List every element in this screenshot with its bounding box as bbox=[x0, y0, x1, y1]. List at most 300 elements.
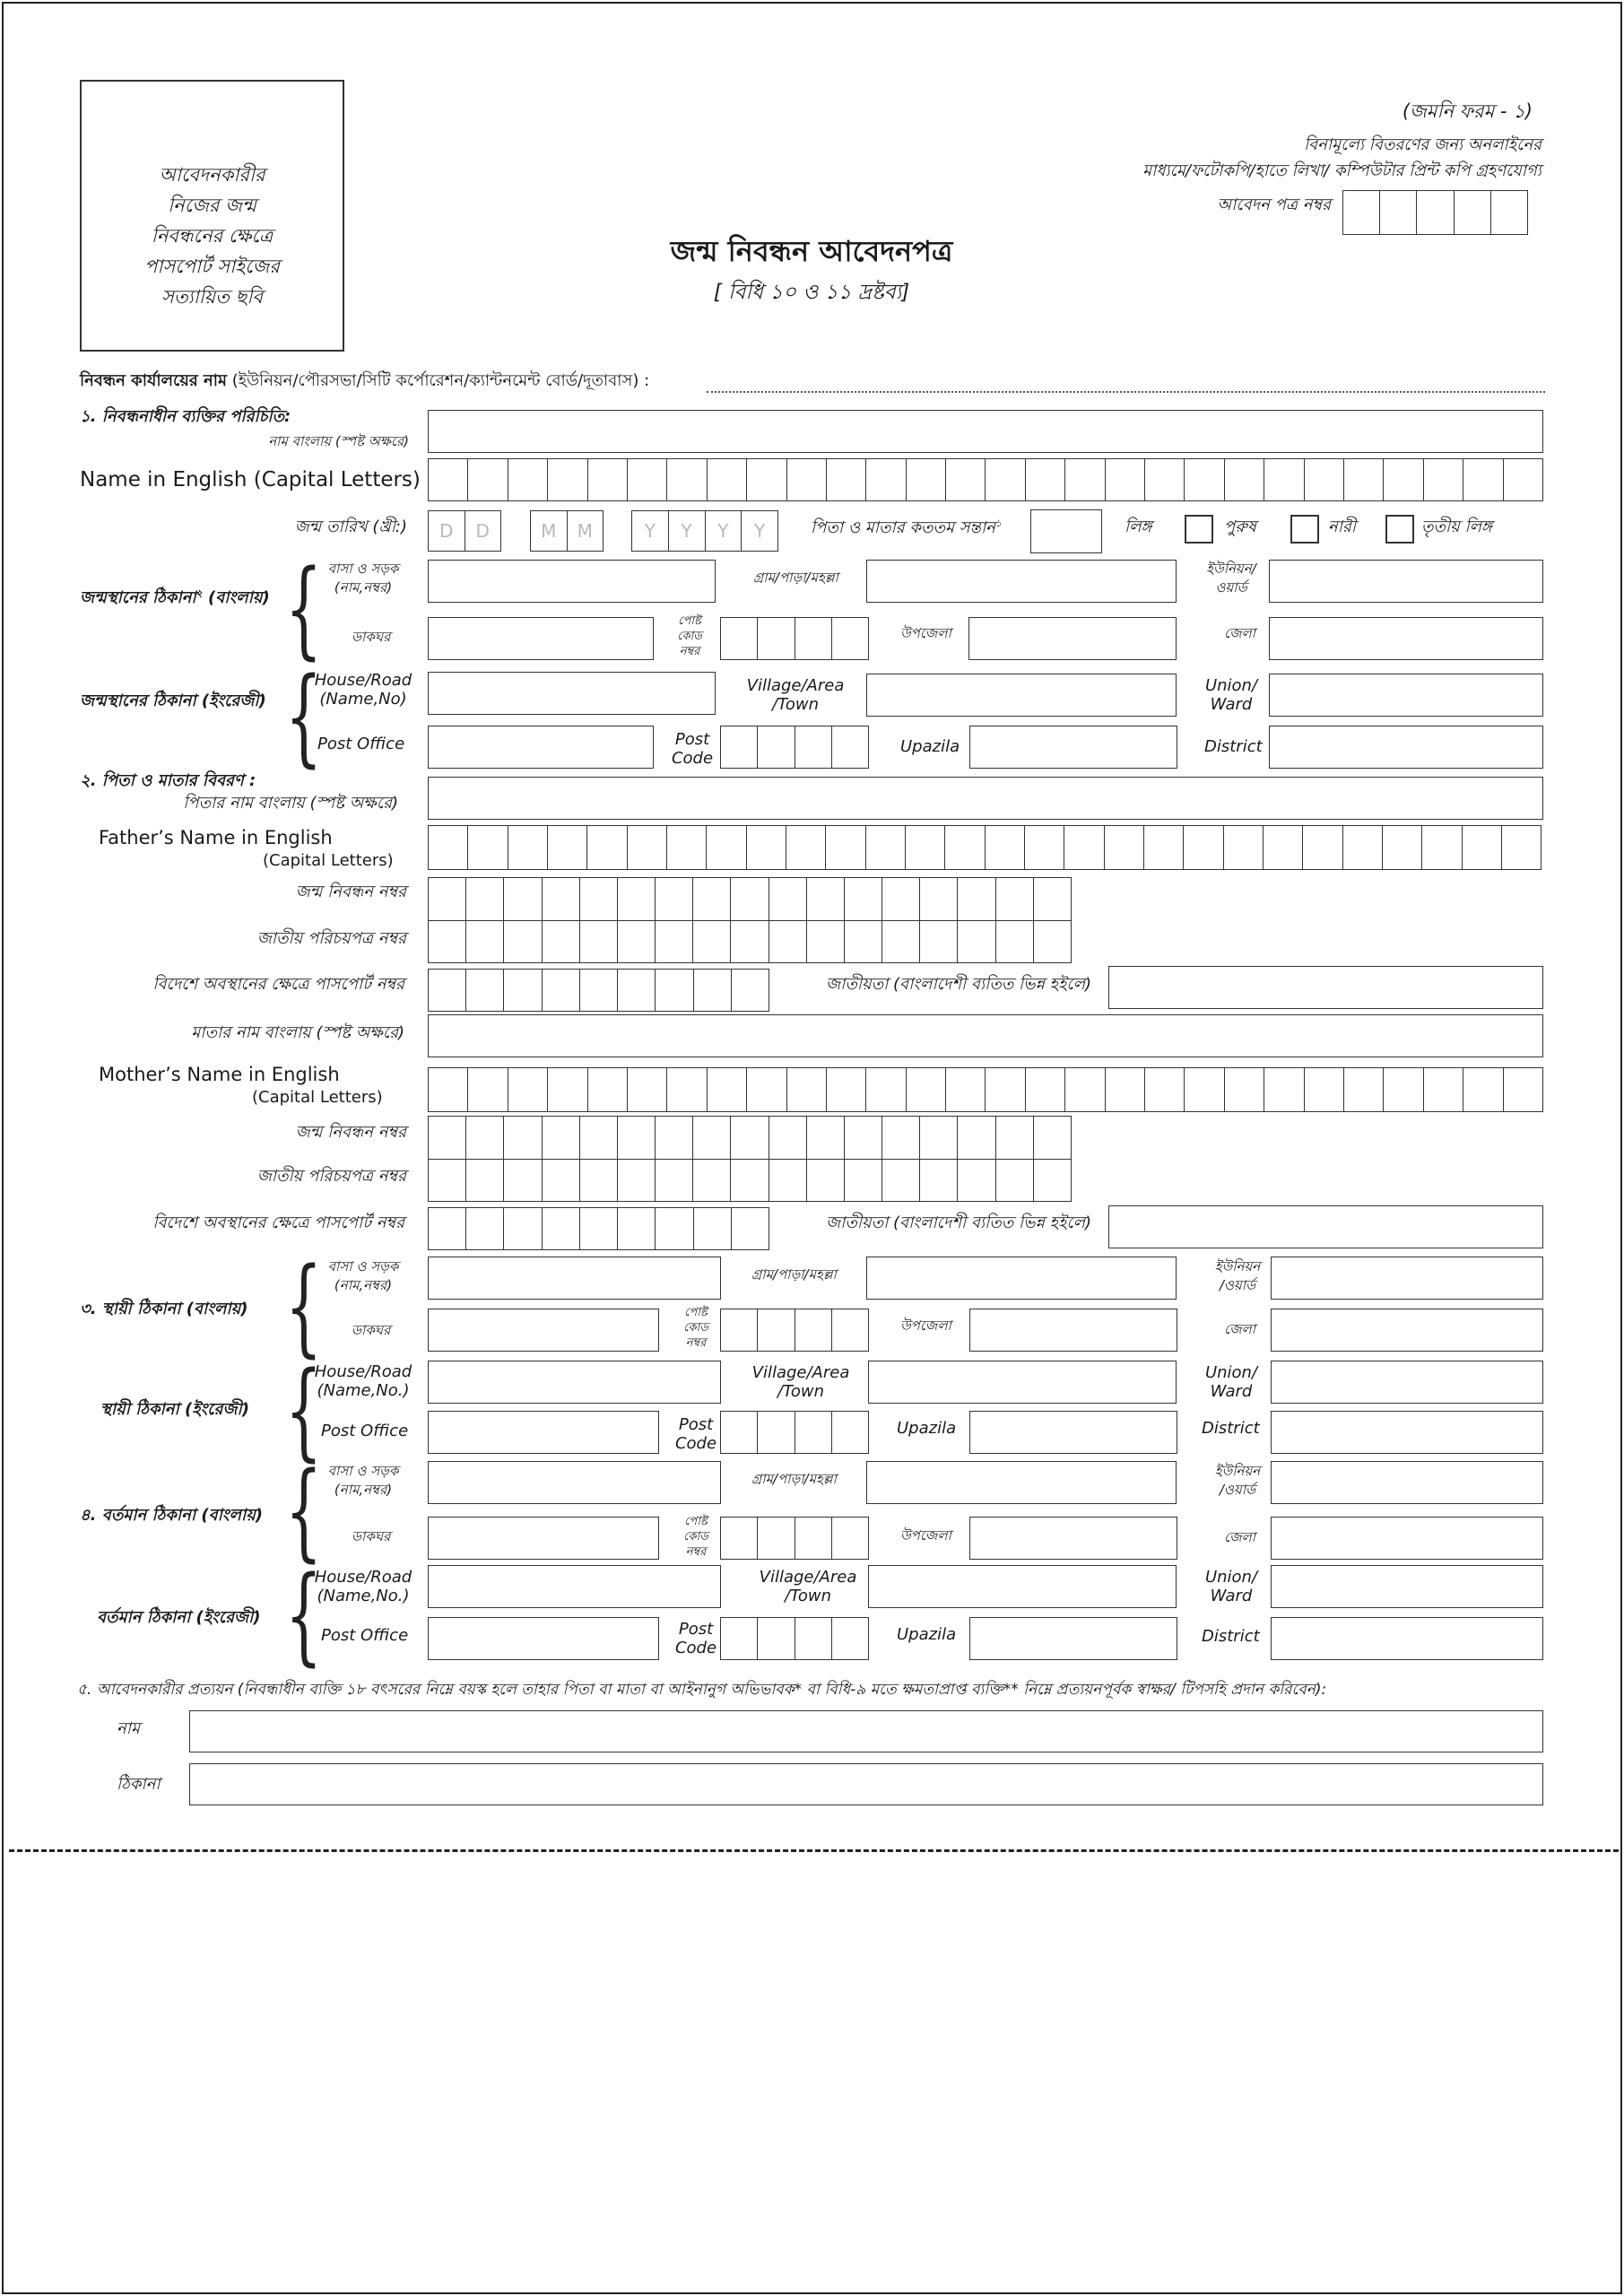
letter-cell[interactable] bbox=[468, 826, 508, 869]
code-cell[interactable] bbox=[758, 1309, 795, 1351]
digit-cell[interactable] bbox=[996, 1160, 1034, 1202]
digit-cell[interactable] bbox=[618, 878, 656, 920]
name-bangla-label: নাম বাংলায় (স্পষ্ট অক্ষরে) bbox=[268, 433, 409, 449]
house-road-bn-input[interactable] bbox=[428, 560, 716, 603]
code-cell[interactable] bbox=[721, 1518, 758, 1559]
label-line: /Town bbox=[772, 695, 819, 714]
letter-cell[interactable] bbox=[548, 826, 587, 869]
pres-union-en-input[interactable] bbox=[1271, 1565, 1543, 1608]
passport-cell[interactable] bbox=[504, 970, 542, 1011]
digit-cell[interactable] bbox=[882, 921, 920, 963]
perm-union-bn-input[interactable] bbox=[1271, 1257, 1543, 1300]
letter-cell[interactable] bbox=[1185, 459, 1224, 500]
digit-cell[interactable] bbox=[1455, 191, 1491, 234]
digit-cell[interactable] bbox=[504, 1160, 542, 1202]
passport-cell[interactable] bbox=[429, 970, 466, 1011]
application-number-label: আবেদন পত্র নম্বর bbox=[1217, 196, 1331, 214]
code-cell[interactable] bbox=[758, 1518, 795, 1559]
letter-cell[interactable] bbox=[588, 459, 628, 500]
year-cell[interactable]: Y bbox=[669, 511, 706, 551]
applicant-address-input[interactable] bbox=[189, 1763, 1543, 1805]
letter-cell[interactable] bbox=[1105, 826, 1144, 869]
digit-cell[interactable] bbox=[920, 878, 958, 920]
digit-cell[interactable] bbox=[580, 921, 618, 963]
digit-cell[interactable] bbox=[769, 1117, 807, 1159]
photo-text-line: নিবন্ধনের ক্ষেত্রে bbox=[151, 225, 274, 247]
letter-cell[interactable] bbox=[1184, 826, 1223, 869]
free-distribution-line-2: মাধ্যমে/ফটোকপি/হাতে লিখা/ কম্পিউটার প্রিন্ট কপি গ্রহণযোগ্য bbox=[1142, 161, 1541, 180]
digit-cell[interactable] bbox=[580, 878, 618, 920]
father-nationality-input[interactable] bbox=[1108, 966, 1543, 1009]
perm-post-office-bn-input[interactable] bbox=[428, 1309, 659, 1352]
mother-name-bn-input[interactable] bbox=[428, 1014, 1543, 1057]
digit-cell[interactable] bbox=[1491, 191, 1527, 234]
gender-third-checkbox[interactable] bbox=[1385, 515, 1414, 544]
pres-district-en-input[interactable] bbox=[1271, 1617, 1543, 1660]
letter-cell[interactable] bbox=[1424, 459, 1463, 500]
digit-cell[interactable] bbox=[731, 878, 769, 920]
letter-cell[interactable] bbox=[1463, 1068, 1503, 1111]
digit-cell[interactable] bbox=[504, 921, 542, 963]
letter-cell[interactable] bbox=[1424, 1068, 1463, 1111]
passport-cell[interactable] bbox=[694, 970, 732, 1011]
village-en-label bbox=[734, 1363, 868, 1401]
code-cell[interactable] bbox=[721, 1309, 758, 1351]
pres-village-bn-input[interactable] bbox=[866, 1461, 1177, 1504]
code-cell[interactable] bbox=[832, 1618, 868, 1659]
letter-cell[interactable] bbox=[1344, 459, 1384, 500]
digit-cell[interactable] bbox=[1343, 191, 1380, 234]
code-cell[interactable] bbox=[832, 1412, 868, 1453]
letter-cell[interactable] bbox=[628, 459, 667, 500]
year-cell[interactable]: Y bbox=[632, 511, 669, 551]
upazila-bn-input[interactable] bbox=[968, 617, 1177, 660]
letter-cell[interactable] bbox=[1106, 1068, 1145, 1111]
letter-cell[interactable] bbox=[946, 1068, 986, 1111]
letter-cell[interactable] bbox=[429, 459, 468, 500]
digit-cell[interactable] bbox=[618, 1117, 656, 1159]
code-cell[interactable] bbox=[758, 1412, 795, 1453]
code-cell[interactable] bbox=[832, 726, 868, 768]
village-en-label bbox=[741, 1568, 875, 1605]
perm-post-office-en-input[interactable] bbox=[428, 1411, 659, 1454]
letter-cell[interactable] bbox=[1065, 459, 1105, 500]
section5-heading: ৫. আবেদনকারীর প্রত্যয়ন (নিবন্ধাধীন ব্যক্তি ১৮ বৎসরের নিম্নে বয়স্ক হলে তাহার পিতা বা মাতা বা আইনানুগ অভিভাবক* বা বিধি-৯ মতে ক্ষমতাপ্রাপ্ত ব্যক্তি** নিম্নে প্রত্যয়নপূর্বক স্বাক্ষর/ টিপসহি প্রদান করিবেন): bbox=[77, 1681, 1327, 1699]
mother-nationality-input[interactable] bbox=[1108, 1205, 1543, 1248]
letter-cell[interactable] bbox=[508, 1068, 548, 1111]
passport-cell[interactable] bbox=[732, 1208, 769, 1249]
perm-village-bn-input[interactable] bbox=[866, 1257, 1177, 1300]
gender-female-checkbox[interactable] bbox=[1290, 515, 1319, 544]
passport-cell[interactable] bbox=[694, 1208, 732, 1249]
letter-cell[interactable] bbox=[707, 826, 746, 869]
letter-cell[interactable] bbox=[1422, 826, 1462, 869]
mother-name-en-sublabel: (Capital Letters) bbox=[252, 1088, 383, 1107]
letter-cell[interactable] bbox=[986, 459, 1025, 500]
digit-cell[interactable] bbox=[1034, 1160, 1071, 1202]
applicant-name-input[interactable] bbox=[189, 1710, 1543, 1752]
letter-cell[interactable] bbox=[1343, 826, 1383, 869]
pres-post-code-bn-cells[interactable] bbox=[720, 1517, 869, 1560]
passport-cell[interactable] bbox=[618, 1208, 656, 1249]
digit-cell[interactable] bbox=[958, 1160, 995, 1202]
letter-cell[interactable] bbox=[548, 1068, 587, 1111]
post-code-en-cells[interactable] bbox=[720, 726, 869, 769]
father-passport-label: বিদেশে অবস্থানের ক্ষেত্রে পাসপোর্ট নম্বর bbox=[152, 975, 404, 994]
district-bn-label: জেলা bbox=[1224, 1321, 1256, 1337]
letter-cell[interactable] bbox=[945, 826, 985, 869]
district-bn-input[interactable] bbox=[1269, 617, 1543, 660]
letter-cell[interactable] bbox=[1504, 459, 1542, 500]
post-office-bn-label: ডাকঘর bbox=[352, 1528, 391, 1544]
digit-cell[interactable] bbox=[958, 921, 995, 963]
digit-cell[interactable] bbox=[920, 921, 958, 963]
digit-cell[interactable] bbox=[807, 1160, 845, 1202]
digit-cell[interactable] bbox=[769, 1160, 807, 1202]
code-cell[interactable] bbox=[795, 1518, 832, 1559]
digit-cell[interactable] bbox=[543, 878, 580, 920]
digit-cell[interactable] bbox=[882, 878, 920, 920]
letter-cell[interactable] bbox=[429, 826, 468, 869]
digit-cell[interactable] bbox=[996, 1117, 1034, 1159]
digit-cell[interactable] bbox=[731, 1117, 769, 1159]
letter-cell[interactable] bbox=[907, 1068, 946, 1111]
district-en-input[interactable] bbox=[1269, 726, 1543, 769]
letter-cell[interactable] bbox=[786, 826, 826, 869]
digit-cell[interactable] bbox=[845, 1117, 882, 1159]
letter-cell[interactable] bbox=[1145, 1068, 1185, 1111]
digit-cell[interactable] bbox=[466, 878, 504, 920]
passport-cell[interactable] bbox=[466, 970, 504, 1011]
code-cell[interactable] bbox=[795, 1309, 832, 1351]
house-road-bn-label bbox=[305, 1257, 421, 1295]
union-en-input[interactable] bbox=[1269, 674, 1543, 717]
letter-cell[interactable] bbox=[588, 1068, 628, 1111]
perm-upazila-bn-input[interactable] bbox=[969, 1309, 1177, 1352]
month-cell[interactable]: M bbox=[577, 520, 593, 542]
perm-district-en-input[interactable] bbox=[1271, 1411, 1543, 1454]
code-cell[interactable] bbox=[758, 618, 795, 659]
dob-year-cells[interactable] bbox=[631, 510, 778, 552]
letter-cell[interactable] bbox=[1064, 826, 1104, 869]
perm-village-en-input[interactable] bbox=[868, 1361, 1177, 1404]
letter-cell[interactable] bbox=[468, 459, 508, 500]
union-bn-input[interactable] bbox=[1269, 560, 1543, 603]
digit-cell[interactable] bbox=[807, 921, 845, 963]
digit-cell[interactable] bbox=[543, 1160, 580, 1202]
letter-cell[interactable] bbox=[1106, 459, 1145, 500]
letter-cell[interactable] bbox=[708, 459, 747, 500]
digit-cell[interactable] bbox=[1034, 878, 1071, 920]
digit-cell[interactable] bbox=[882, 1160, 920, 1202]
letter-cell[interactable] bbox=[1065, 1068, 1105, 1111]
letter-cell[interactable] bbox=[1463, 459, 1503, 500]
letter-cell[interactable] bbox=[906, 826, 945, 869]
passport-cell[interactable] bbox=[543, 970, 580, 1011]
letter-cell[interactable] bbox=[628, 826, 667, 869]
letter-cell[interactable] bbox=[1305, 1068, 1344, 1111]
letter-cell[interactable] bbox=[907, 459, 946, 500]
letter-cell[interactable] bbox=[866, 459, 906, 500]
passport-cell[interactable] bbox=[656, 1208, 693, 1249]
pres-upazila-en-input[interactable] bbox=[969, 1617, 1177, 1660]
digit-cell[interactable] bbox=[429, 878, 466, 920]
letter-cell[interactable] bbox=[708, 1068, 747, 1111]
day-cell[interactable]: D bbox=[475, 520, 490, 542]
digit-cell[interactable] bbox=[1034, 921, 1071, 963]
passport-cell[interactable] bbox=[656, 970, 693, 1011]
letter-cell[interactable] bbox=[1383, 826, 1422, 869]
dob-day-cells[interactable] bbox=[428, 510, 501, 552]
code-cell[interactable] bbox=[832, 618, 868, 659]
post-office-en-label: Post Office bbox=[321, 1422, 409, 1440]
pres-district-bn-input[interactable] bbox=[1271, 1517, 1543, 1560]
passport-cell[interactable] bbox=[580, 1208, 618, 1249]
letter-cell[interactable] bbox=[986, 826, 1025, 869]
post-office-bn-input[interactable] bbox=[428, 617, 654, 660]
pres-union-bn-input[interactable] bbox=[1271, 1461, 1543, 1504]
digit-cell[interactable] bbox=[920, 1160, 958, 1202]
office-name-dotted-line[interactable] bbox=[707, 391, 1545, 393]
digit-cell[interactable] bbox=[656, 878, 693, 920]
father-id-grid[interactable] bbox=[428, 877, 1072, 963]
post-code-bn-cells[interactable] bbox=[720, 617, 869, 660]
letter-cell[interactable] bbox=[628, 1068, 667, 1111]
house-road-en-input[interactable] bbox=[428, 672, 716, 715]
letter-cell[interactable] bbox=[1026, 459, 1065, 500]
digit-cell[interactable] bbox=[807, 878, 845, 920]
code-cell[interactable] bbox=[795, 618, 832, 659]
letter-cell[interactable] bbox=[1026, 1068, 1065, 1111]
passport-cell[interactable] bbox=[543, 1208, 580, 1249]
section1-heading: ১. নিবন্ধনাধীন ব্যক্তির পরিচিতি: bbox=[80, 407, 291, 426]
letter-cell[interactable] bbox=[826, 826, 865, 869]
letter-cell[interactable] bbox=[429, 1068, 468, 1111]
digit-cell[interactable] bbox=[1380, 191, 1417, 234]
digit-cell[interactable] bbox=[466, 1160, 504, 1202]
father-nid-label: জাতীয় পরিচয়পত্র নম্বর bbox=[256, 929, 406, 948]
letter-cell[interactable] bbox=[508, 826, 548, 869]
upazila-en-input[interactable] bbox=[969, 726, 1177, 769]
letter-cell[interactable] bbox=[667, 826, 707, 869]
letter-cell[interactable] bbox=[468, 1068, 508, 1111]
digit-cell[interactable] bbox=[731, 921, 769, 963]
code-cell[interactable] bbox=[721, 1412, 758, 1453]
letter-cell[interactable] bbox=[1145, 459, 1185, 500]
digit-cell[interactable] bbox=[807, 1117, 845, 1159]
digit-cell[interactable] bbox=[693, 1117, 731, 1159]
pres-upazila-bn-input[interactable] bbox=[969, 1517, 1177, 1560]
digit-cell[interactable] bbox=[656, 921, 693, 963]
photo-text-line: আবেদনকারীর bbox=[159, 164, 265, 186]
digit-cell[interactable] bbox=[845, 878, 882, 920]
mother-name-bn-label: মাতার নাম বাংলায় (স্পষ্ট অক্ষরে) bbox=[191, 1023, 404, 1042]
letter-cell[interactable] bbox=[548, 459, 587, 500]
brace-icon: { bbox=[285, 1244, 323, 1368]
letter-cell[interactable] bbox=[1502, 826, 1541, 869]
letter-cell[interactable] bbox=[1344, 1068, 1384, 1111]
letter-cell[interactable] bbox=[508, 459, 548, 500]
perm-post-code-en-cells[interactable] bbox=[720, 1411, 869, 1454]
letter-cell[interactable] bbox=[1264, 1068, 1304, 1111]
label-line: (Name,No) bbox=[319, 690, 407, 709]
gender-male-checkbox[interactable] bbox=[1185, 515, 1213, 544]
code-cell[interactable] bbox=[795, 1618, 832, 1659]
letter-cell[interactable] bbox=[1185, 1068, 1224, 1111]
letter-cell[interactable] bbox=[587, 826, 627, 869]
post-office-bn-label: ডাকঘর bbox=[352, 1322, 391, 1338]
father-name-en-cells[interactable] bbox=[428, 825, 1541, 870]
pres-post-office-bn-input[interactable] bbox=[428, 1517, 659, 1560]
mother-id-grid[interactable] bbox=[428, 1116, 1072, 1202]
code-cell[interactable] bbox=[721, 726, 758, 768]
digit-cell[interactable] bbox=[429, 1117, 466, 1159]
digit-cell[interactable] bbox=[466, 1117, 504, 1159]
letter-cell[interactable] bbox=[866, 1068, 906, 1111]
digit-cell[interactable] bbox=[656, 1117, 693, 1159]
village-en-input[interactable] bbox=[866, 674, 1177, 717]
application-number-boxes[interactable] bbox=[1342, 190, 1528, 235]
code-cell[interactable] bbox=[758, 1618, 795, 1659]
letter-cell[interactable] bbox=[1225, 459, 1264, 500]
year-cell[interactable]: Y bbox=[754, 520, 766, 542]
digit-cell[interactable] bbox=[580, 1117, 618, 1159]
code-cell[interactable] bbox=[832, 1309, 868, 1351]
letter-cell[interactable] bbox=[787, 459, 827, 500]
mother-passport-cells[interactable] bbox=[428, 1207, 769, 1250]
label-line: Ward bbox=[1210, 1587, 1253, 1605]
letter-cell[interactable] bbox=[1025, 826, 1064, 869]
post-office-en-input[interactable] bbox=[428, 726, 654, 769]
code-cell[interactable] bbox=[795, 726, 832, 768]
letter-cell[interactable] bbox=[1225, 1068, 1264, 1111]
letter-cell[interactable] bbox=[946, 459, 986, 500]
digit-cell[interactable] bbox=[769, 878, 807, 920]
day-cell[interactable]: D bbox=[429, 511, 465, 551]
digit-cell[interactable] bbox=[958, 1117, 995, 1159]
letter-cell[interactable] bbox=[1384, 459, 1423, 500]
digit-cell[interactable] bbox=[920, 1117, 958, 1159]
passport-cell[interactable] bbox=[580, 970, 618, 1011]
dob-month-cells[interactable] bbox=[530, 510, 604, 552]
digit-cell[interactable] bbox=[769, 921, 807, 963]
name-bangla-input[interactable] bbox=[428, 410, 1543, 453]
digit-cell[interactable] bbox=[543, 921, 580, 963]
letter-cell[interactable] bbox=[1224, 826, 1264, 869]
father-name-bn-input[interactable] bbox=[428, 777, 1543, 820]
digit-cell[interactable] bbox=[693, 921, 731, 963]
letter-cell[interactable] bbox=[827, 1068, 866, 1111]
digit-cell[interactable] bbox=[543, 1117, 580, 1159]
digit-cell[interactable] bbox=[466, 921, 504, 963]
code-cell[interactable] bbox=[795, 1412, 832, 1453]
child-order-input[interactable] bbox=[1030, 509, 1102, 553]
digit-cell[interactable] bbox=[618, 1160, 656, 1202]
letter-cell[interactable] bbox=[747, 1068, 786, 1111]
digit-cell[interactable] bbox=[504, 1117, 542, 1159]
digit-cell[interactable] bbox=[845, 921, 882, 963]
letter-cell[interactable] bbox=[667, 459, 707, 500]
pres-post-office-en-input[interactable] bbox=[428, 1617, 659, 1660]
house-road-en-label bbox=[305, 1568, 421, 1605]
letter-cell[interactable] bbox=[1264, 826, 1303, 869]
digit-cell[interactable] bbox=[618, 921, 656, 963]
year-cell[interactable]: Y bbox=[706, 511, 743, 551]
code-cell[interactable] bbox=[758, 726, 795, 768]
pres-house-road-en-input[interactable] bbox=[428, 1565, 721, 1608]
letter-cell[interactable] bbox=[1305, 459, 1344, 500]
digit-cell[interactable] bbox=[580, 1160, 618, 1202]
letter-cell[interactable] bbox=[1504, 1068, 1542, 1111]
digit-cell[interactable] bbox=[1417, 191, 1454, 234]
passport-cell[interactable] bbox=[618, 970, 656, 1011]
perm-upazila-en-input[interactable] bbox=[969, 1411, 1177, 1454]
present-address-bn-heading: ৪. বর্তমান ঠিকানা (বাংলায়) bbox=[80, 1506, 264, 1525]
digit-cell[interactable] bbox=[504, 878, 542, 920]
mother-name-en-cells[interactable] bbox=[428, 1067, 1543, 1112]
passport-cell[interactable] bbox=[732, 970, 769, 1011]
father-passport-cells[interactable] bbox=[428, 969, 769, 1012]
letter-cell[interactable] bbox=[787, 1068, 827, 1111]
letter-cell[interactable] bbox=[1463, 826, 1502, 869]
digit-cell[interactable] bbox=[429, 1160, 466, 1202]
letter-cell[interactable] bbox=[1384, 1068, 1423, 1111]
perm-union-en-input[interactable] bbox=[1271, 1361, 1543, 1404]
perm-house-road-en-input[interactable] bbox=[428, 1361, 721, 1404]
label-line: Village/Area bbox=[751, 1363, 850, 1382]
digit-cell[interactable] bbox=[996, 921, 1034, 963]
letter-cell[interactable] bbox=[986, 1068, 1025, 1111]
code-cell[interactable] bbox=[721, 618, 758, 659]
digit-cell[interactable] bbox=[996, 878, 1034, 920]
pres-post-code-en-cells[interactable] bbox=[720, 1617, 869, 1660]
brace-icon: { bbox=[285, 1448, 323, 1572]
perm-district-bn-input[interactable] bbox=[1271, 1309, 1543, 1352]
perm-house-road-bn-input[interactable] bbox=[428, 1257, 721, 1300]
passport-cell[interactable] bbox=[504, 1208, 542, 1249]
letter-cell[interactable] bbox=[827, 459, 866, 500]
passport-cell[interactable] bbox=[429, 1208, 466, 1249]
month-cell[interactable]: M bbox=[531, 511, 568, 551]
name-english-cells[interactable] bbox=[428, 458, 1543, 501]
cell-row bbox=[429, 1117, 1071, 1160]
digit-cell[interactable] bbox=[731, 1160, 769, 1202]
pres-house-road-bn-input[interactable] bbox=[428, 1461, 721, 1504]
letter-cell[interactable] bbox=[1264, 459, 1304, 500]
pres-village-en-input[interactable] bbox=[868, 1565, 1177, 1608]
village-bn-input[interactable] bbox=[866, 560, 1177, 603]
digit-cell[interactable] bbox=[958, 878, 995, 920]
letter-cell[interactable] bbox=[747, 826, 786, 869]
digit-cell[interactable] bbox=[656, 1160, 693, 1202]
letter-cell[interactable] bbox=[667, 1068, 707, 1111]
letter-cell[interactable] bbox=[747, 459, 786, 500]
label-line: কোড bbox=[683, 1321, 708, 1335]
digit-cell[interactable] bbox=[1034, 1117, 1071, 1159]
digit-cell[interactable] bbox=[693, 1160, 731, 1202]
letter-cell[interactable] bbox=[1144, 826, 1184, 869]
passport-cell[interactable] bbox=[466, 1208, 504, 1249]
digit-cell[interactable] bbox=[429, 921, 466, 963]
digit-cell[interactable] bbox=[693, 878, 731, 920]
letter-cell[interactable] bbox=[1303, 826, 1342, 869]
digit-cell[interactable] bbox=[882, 1117, 920, 1159]
digit-cell[interactable] bbox=[845, 1160, 882, 1202]
letter-cell[interactable] bbox=[866, 826, 906, 869]
perm-post-code-bn-cells[interactable] bbox=[720, 1309, 869, 1352]
code-cell[interactable] bbox=[832, 1518, 868, 1559]
code-cell[interactable] bbox=[721, 1618, 758, 1659]
